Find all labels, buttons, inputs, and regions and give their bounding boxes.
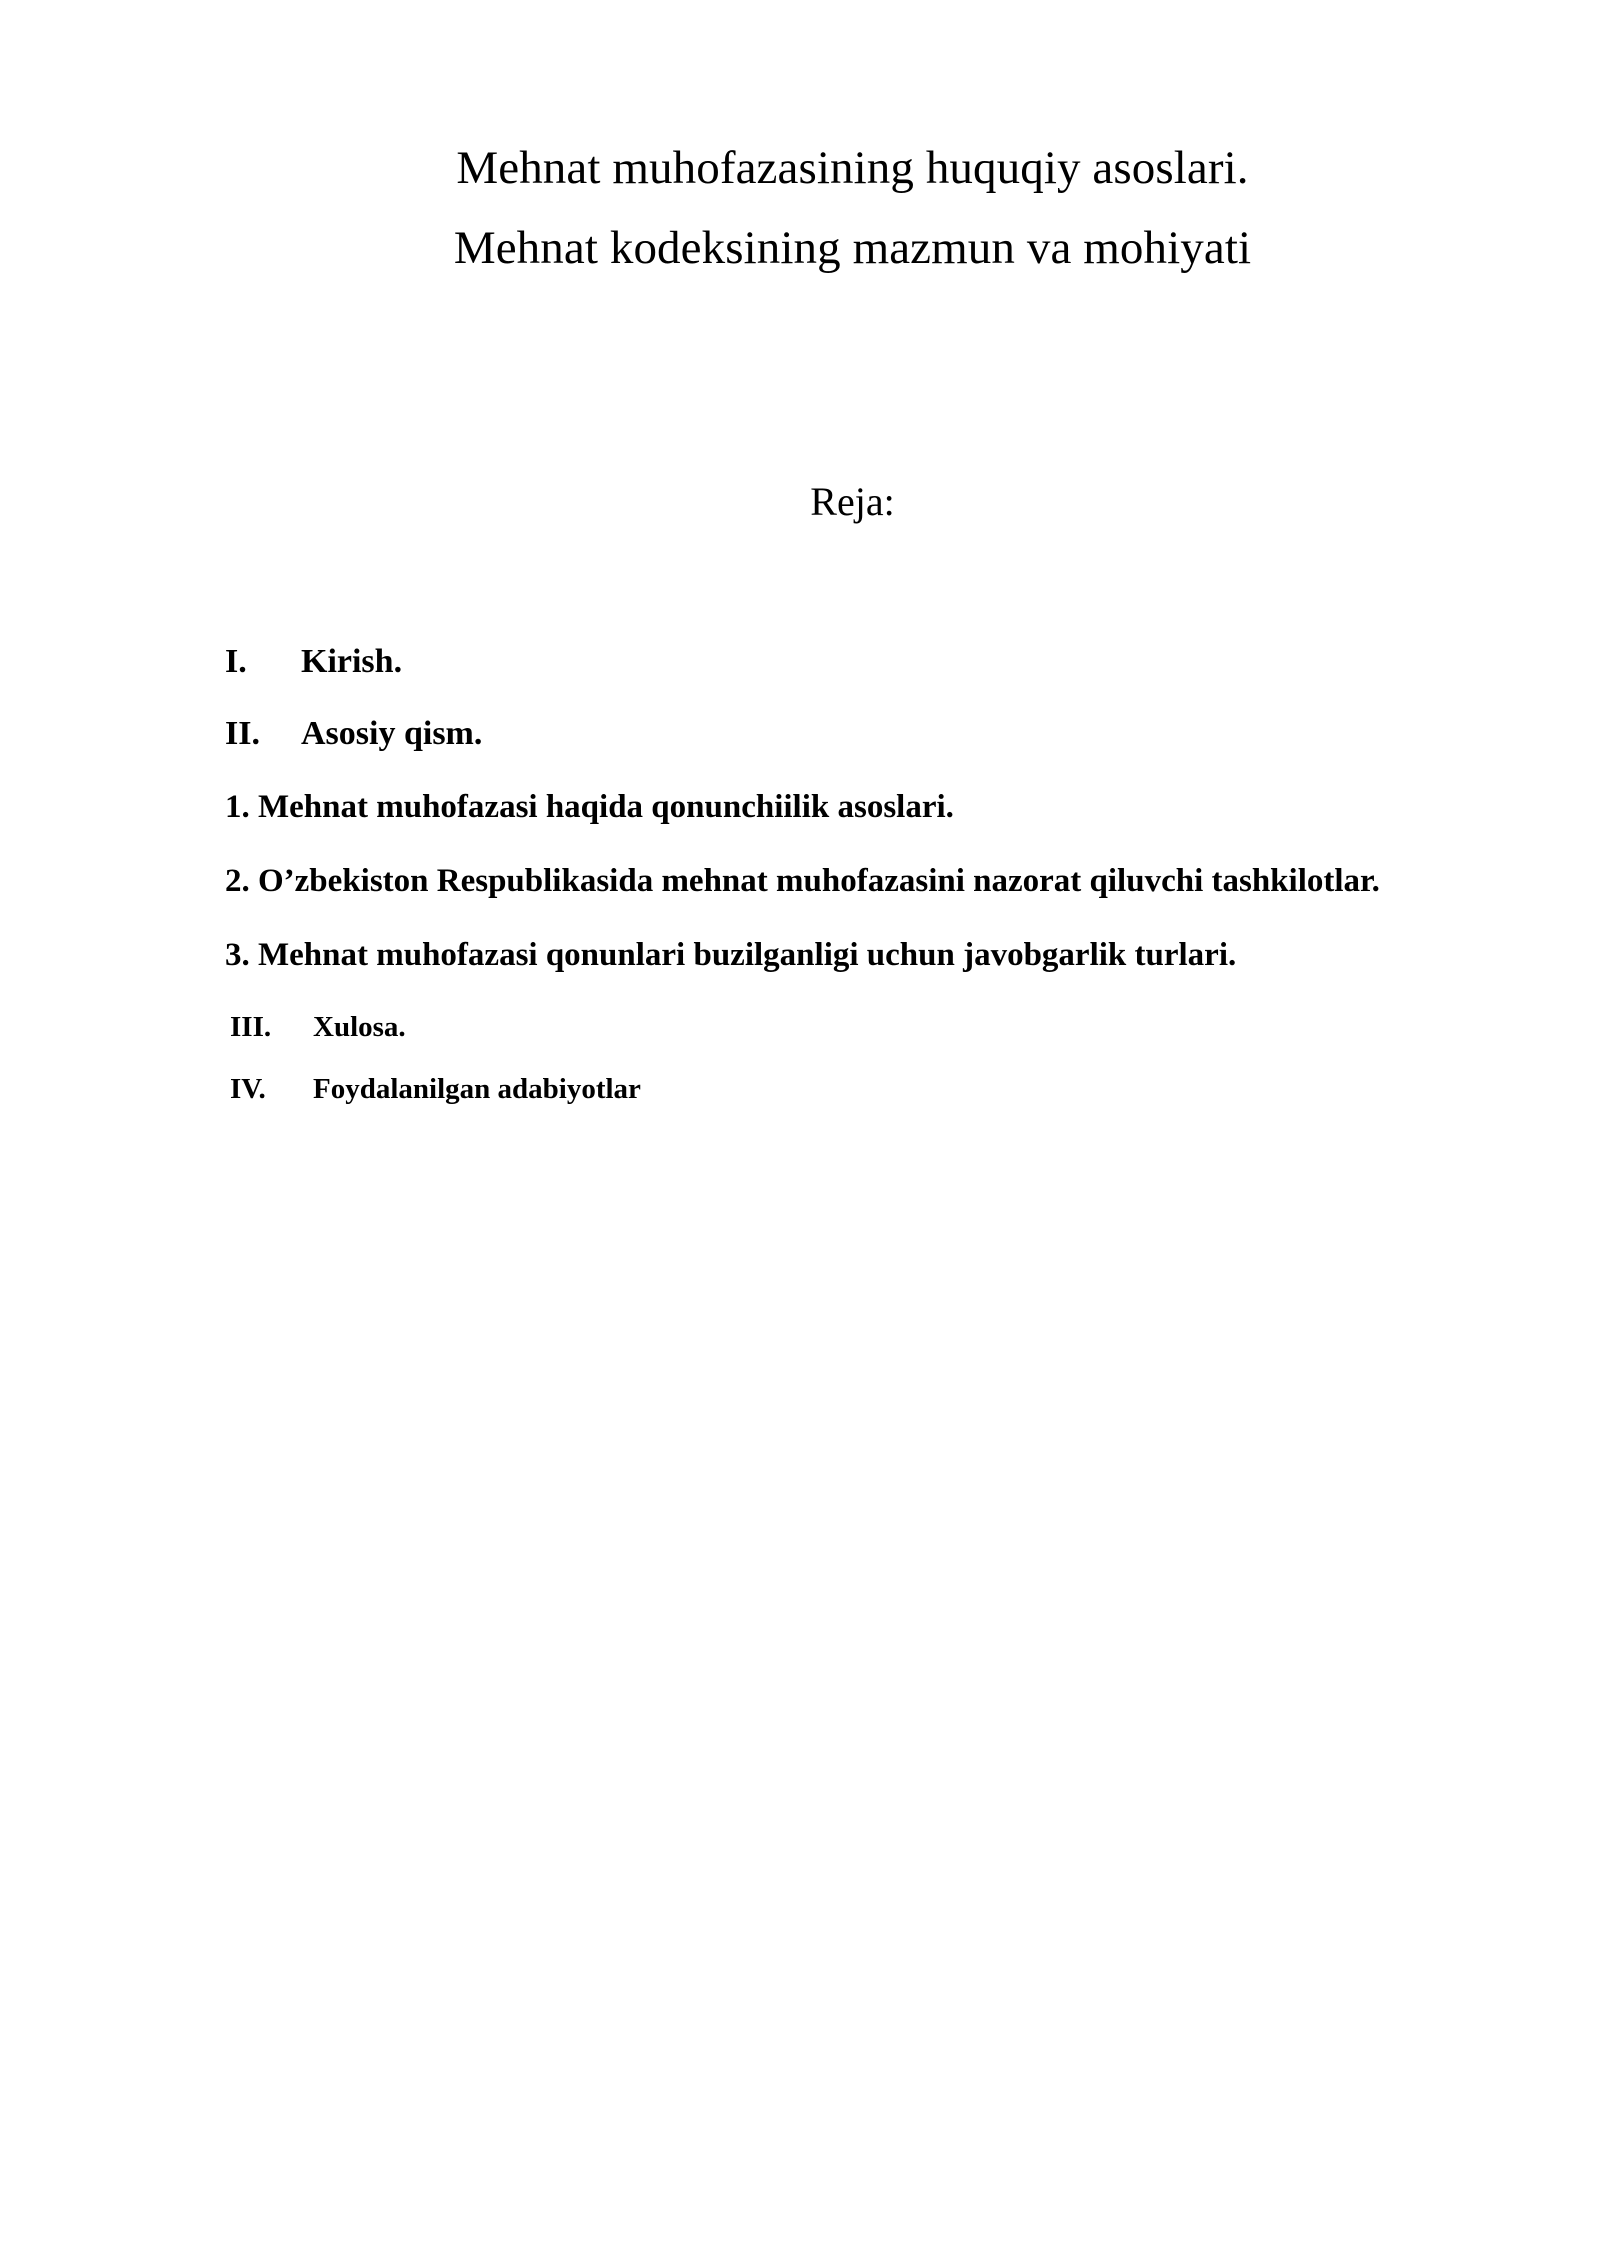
outline-marker: II.	[225, 715, 260, 752]
outline-marker: IV.	[230, 1073, 266, 1105]
outline-marker: III.	[230, 1011, 272, 1043]
outline-list	[225, 626, 1505, 1120]
outline-marker: I.	[225, 643, 247, 680]
outline-label: Kirish.	[301, 643, 403, 680]
outline-label: Asosiy qism.	[301, 715, 483, 752]
outline-subitem-1: 1. Mehnat muhofazasi haqida qonunchiilik asoslari.	[225, 789, 954, 825]
outline-item-kirish	[225, 626, 1505, 698]
outline-item-xulosa	[225, 996, 1505, 1058]
plan-heading: Reja:	[810, 479, 895, 524]
outline-item-asosiy-qism	[225, 698, 1505, 770]
document-title	[225, 128, 1480, 288]
title-line-2: Mehnat kodeksining mazmun va mohiyati	[453, 222, 1252, 274]
outline-subitem-2: 2. O’zbekiston Respublikasida mehnat muhofazasini nazorat qiluvchi tashkilotlar.	[225, 863, 1380, 899]
title-line-1: Mehnat muhofazasining huquqiy asoslari.	[456, 142, 1249, 194]
outline-label: Xulosa.	[313, 1011, 406, 1043]
outline-label: Foydalanilgan adabiyotlar	[313, 1073, 641, 1105]
outline-item-foydalanilgan-adabiyotlar	[225, 1058, 1505, 1120]
outline-subitem-3: 3. Mehnat muhofazasi qonunlari buzilganligi uchun javobgarlik turlari.	[225, 937, 1237, 973]
